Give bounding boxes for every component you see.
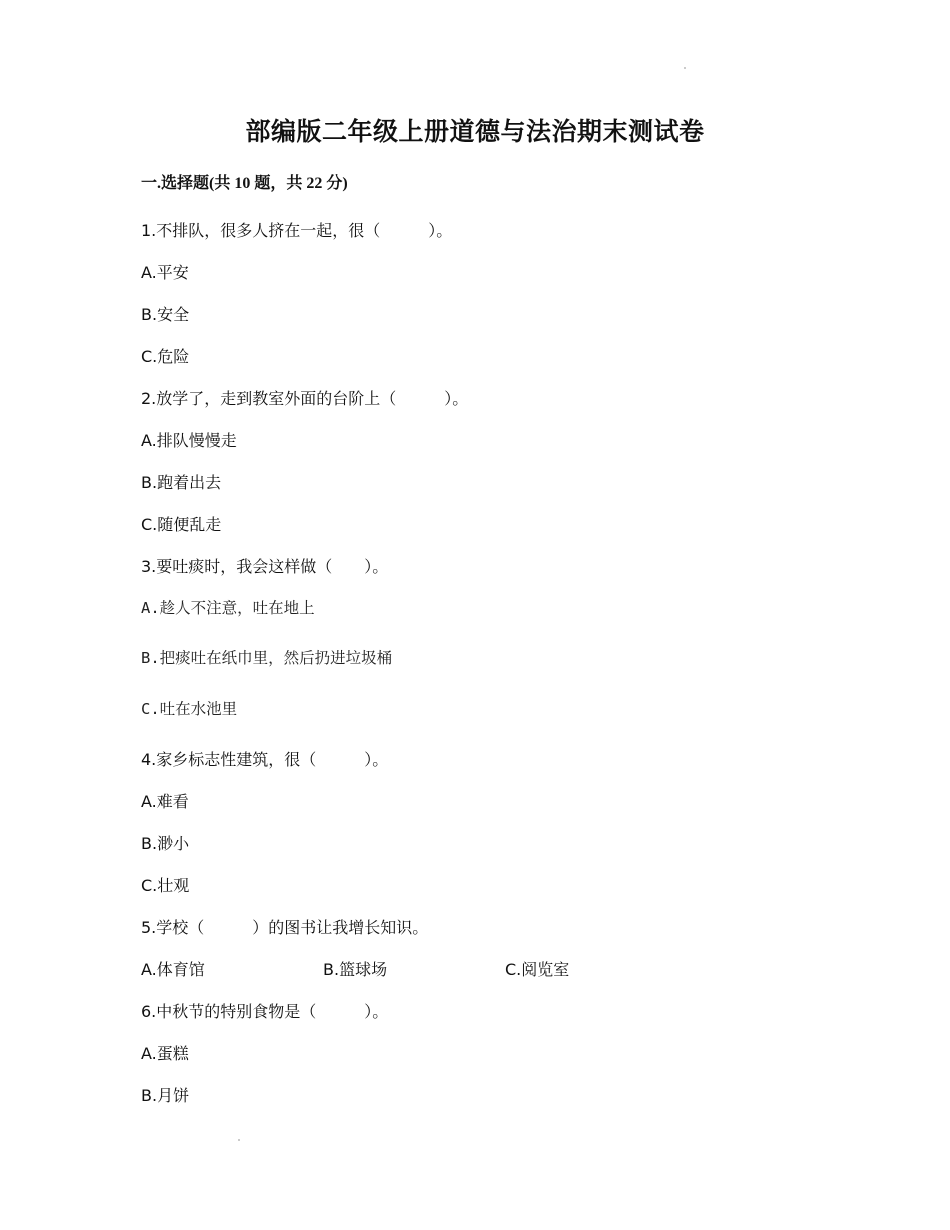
- question-5-option-a: A.体育馆: [141, 960, 205, 979]
- question-1-option-c: C.危险: [141, 347, 190, 366]
- question-5-stem: 5.学校（ ）的图书让我增长知识。: [141, 918, 429, 937]
- question-4-option-c: C.壮观: [141, 876, 190, 895]
- page-title: 部编版二年级上册道德与法治期末测试卷: [245, 117, 705, 146]
- question-6-stem: 6.中秋节的特别食物是（ ）。: [141, 1002, 389, 1021]
- scan-speck: [238, 1139, 240, 1141]
- question-2-option-a: A.排队慢慢走: [141, 431, 237, 450]
- question-5-option-b: B.篮球场: [323, 960, 388, 979]
- question-1-option-b: B.安全: [141, 305, 190, 324]
- question-3-option-a: A.趁人不注意，吐在地上: [141, 599, 315, 617]
- section-heading: 一.选择题(共 10 题，共 22 分): [141, 175, 348, 192]
- question-3-stem: 3.要吐痰时，我会这样做（ ）。: [141, 557, 389, 576]
- question-1-option-a: A.平安: [141, 263, 189, 282]
- question-2-stem: 2.放学了，走到教室外面的台阶上（ ）。: [141, 389, 469, 408]
- question-1-stem: 1.不排队，很多人挤在一起，很（ ）。: [141, 221, 453, 240]
- question-6-option-b: B.月饼: [141, 1086, 190, 1105]
- question-6-option-a: A.蛋糕: [141, 1044, 189, 1063]
- scan-speck: [684, 67, 686, 69]
- question-3-option-b: B.把痰吐在纸巾里，然后扔进垃圾桶: [141, 649, 393, 667]
- question-2-option-c: C.随便乱走: [141, 515, 222, 534]
- question-4-option-b: B.渺小: [141, 834, 190, 853]
- question-4-stem: 4.家乡标志性建筑，很（ ）。: [141, 750, 389, 769]
- question-4-option-a: A.难看: [141, 792, 189, 811]
- question-2-option-b: B.跑着出去: [141, 473, 222, 492]
- question-3-option-c: C.吐在水池里: [141, 700, 238, 718]
- question-5-option-c: C.阅览室: [505, 960, 570, 979]
